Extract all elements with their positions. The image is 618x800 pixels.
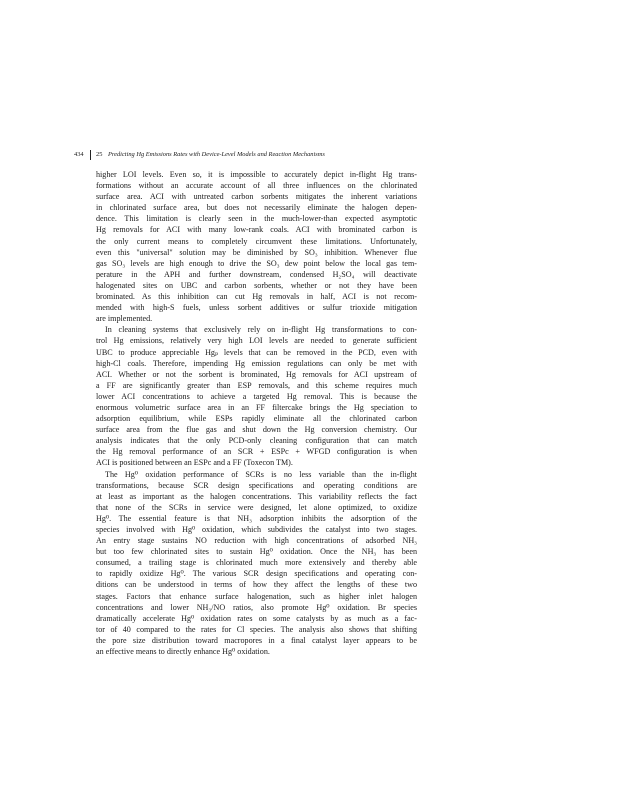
- text-line: consumed, a trailing stage is chlorinated much more extensively and thereby able: [96, 558, 417, 568]
- text-line: trol Hg emissions, relatively very high LOI levels are needed to generate sufficient: [96, 336, 417, 346]
- page-number: 434: [74, 151, 84, 158]
- text-line: Hg removals for ACI with many low-rank coals. ACI with brominated carbon is: [96, 225, 417, 235]
- text-line: even this "universal" solution may be diminished by SO₃ inhibition. Whenever flue: [96, 247, 417, 257]
- text-line: mended with high-S fuels, unless sorbent additives or sulfur trioxide mitigation: [96, 303, 417, 313]
- text-line: the pore size distribution toward macropores in a final catalyst layer appears to be: [96, 635, 417, 645]
- text-line: species involved with Hg⁰ oxidation, which subdivides the catalyst into two stages.: [96, 525, 417, 534]
- text-line: ACI is positioned between an ESPc and a FF (Toxecon TM).: [96, 458, 293, 468]
- body-text: [96, 169, 417, 657]
- text-line: the only current means to completely circumvent these limitations. Unfortunately,: [96, 236, 417, 246]
- text-line: analysis indicates that the only PCD-only cleaning configuration that can match: [96, 436, 417, 446]
- text-line: transformations, because SCR design specifications and operating conditions are: [96, 480, 417, 490]
- text-line: in chlorinated surface area, but does not necessarily eliminate the halogen depen-: [96, 203, 417, 213]
- text-line: The Hg⁰ oxidation performance of SCRs is no less variable than the in-flight: [105, 469, 417, 479]
- text-line: higher LOI levels. Even so, it is impossible to accurately depict in-flight Hg trans-: [96, 170, 417, 179]
- paragraph: [96, 169, 417, 324]
- text-line: surface area from the flue gas and shut down the Hg conversion chemistry. Our: [96, 425, 417, 435]
- text-line: ditions can be understood in terms of how they affect the lengths of these two: [96, 580, 417, 590]
- text-line: ACI. Whether or not the sorbent is brominated, Hg removals for ACI upstream of: [96, 369, 417, 379]
- text-line: but too few chlorinated sites to sustain Hg⁰ oxidation. Once the NH₃ has been: [96, 547, 417, 557]
- text-line: the Hg removal performance of an SCR + ESPc + WFGD configuration is when: [96, 447, 417, 457]
- text-line: dramatically accelerate Hg⁰ oxidation rates on some catalysts by as much as a fac-: [96, 613, 417, 623]
- text-line: dence. This limitation is clearly seen in the much-lower-than expected asymptotic: [96, 214, 417, 224]
- text-line: An entry stage sustains NO reduction with high concentrations of adsorbed NH₃: [96, 536, 417, 546]
- text-line: perature in the APH and further downstream, condensed H₂SO₄ will deactivate: [96, 269, 417, 279]
- text-line: UBC to produce appreciable Hgₚ levels that can be removed in the PCD, even with: [96, 347, 417, 357]
- text-line: a FF are significantly greater than ESP removals, and this scheme requires much: [96, 380, 417, 390]
- text-line: are implemented.: [96, 314, 153, 324]
- text-line: adsorption equilibrium, while ESPs rapidly eliminate all the chlorinated carbon: [96, 414, 417, 424]
- text-line: that none of the SCRs in service were designed, let alone optimized, to oxidize: [96, 502, 417, 512]
- text-line: surface area. ACI with untreated carbon sorbents mitigates the inherent variations: [96, 192, 417, 202]
- chapter-number: 25: [96, 151, 103, 158]
- text-line: formations without an accurate account of all three influences on the chlorinated: [96, 181, 417, 191]
- header-divider: [90, 150, 91, 160]
- text-line: an effective means to directly enhance Hg⁰ oxidation.: [96, 647, 270, 657]
- text-line: concentrations and lower NH₃/NO ratios, also promote Hg⁰ oxidation. Br species: [96, 602, 417, 612]
- text-line: enormous volumetric surface area in an FF filtercake brings the Hg speciation to: [96, 402, 417, 412]
- text-line: lower ACI concentrations to achieve a targeted Hg removal. This is because the: [96, 391, 417, 401]
- text-line: brominated. As this inhibition can cut Hg removals in half, ACI is not recom-: [96, 292, 417, 302]
- running-title: Predicting Hg Emissions Rates with Device-Level Models and Reaction Mechanisms: [108, 151, 325, 158]
- text-line: gas SO₃ levels are high enough to drive the SO₃ dew point below the local gas tem-: [96, 258, 417, 268]
- paragraph: [96, 469, 417, 658]
- text-line: tor of 40 compared to the rates for Cl species. The analysis also shows that shifting: [96, 624, 417, 634]
- text-line: stages. Factors that enhance surface halogenation, such as higher inlet halogen: [96, 591, 417, 601]
- text-line: at least as important as the halogen concentrations. This variability reflects the fact: [96, 491, 417, 501]
- text-line: halogenated sites on UBC and carbon sorbents, whether or not they have been: [96, 280, 417, 290]
- text-line: to rapidly oxidize Hg⁰. The various SCR design specifications and operating con-: [96, 569, 417, 579]
- paragraph: [96, 324, 417, 468]
- text-line: In cleaning systems that exclusively rely on in-flight Hg transformations to con-: [105, 325, 417, 335]
- text-line: Hg⁰. The essential feature is that NH₃ adsorption inhibits the adsorption of the: [96, 513, 417, 523]
- text-line: high-Cl coals. Therefore, impending Hg emission regulations can only be met with: [96, 358, 417, 368]
